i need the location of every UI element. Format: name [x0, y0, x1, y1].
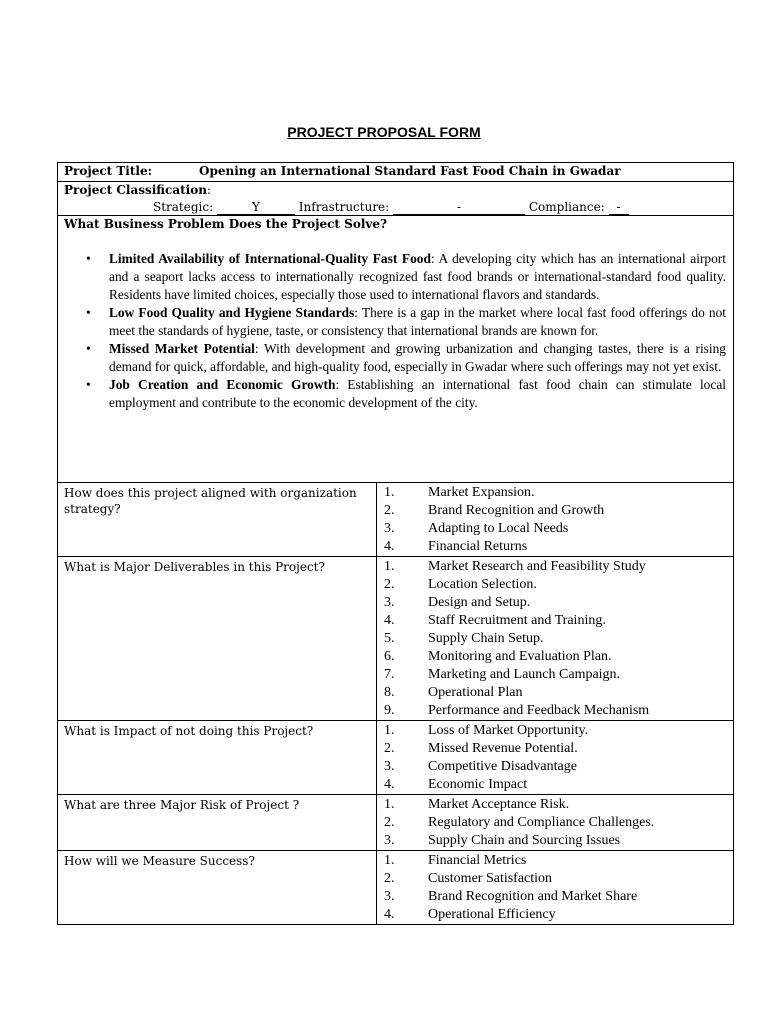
bullet-icon: • — [86, 377, 91, 392]
answer-item — [377, 594, 733, 612]
bullet-icon: • — [86, 251, 91, 266]
form-title — [0, 124, 768, 140]
answer-text: Loss of Market Opportunity. — [428, 723, 589, 738]
answer-text: Financial Metrics — [428, 853, 527, 868]
answer-list — [377, 851, 733, 924]
answer-number: 1. — [384, 485, 395, 500]
answer-number: 1. — [384, 797, 395, 812]
answer-text: Location Selection. — [428, 577, 537, 592]
answer-list — [377, 557, 733, 720]
answer-text: Brand Recognition and Market Share — [428, 889, 638, 904]
answer-item — [377, 520, 733, 538]
classification-label-text: Project Classification — [64, 183, 207, 197]
answer-number: 4. — [384, 613, 395, 628]
question-text: How will we Measure Success? — [58, 851, 377, 924]
answer-item — [377, 832, 733, 850]
question-row — [58, 483, 733, 557]
answer-item — [377, 888, 733, 906]
question-text: What is Impact of not doing this Project? — [58, 721, 377, 794]
question-row — [58, 557, 733, 721]
business-problem-item — [86, 340, 726, 376]
answer-item — [377, 538, 733, 556]
answer-text: Supply Chain and Sourcing Issues — [428, 833, 621, 848]
answer-item — [377, 796, 733, 814]
compliance-value: - — [609, 200, 629, 215]
project-title-label: Project Title: — [64, 164, 153, 178]
answer-text: Staff Recruitment and Training. — [428, 613, 606, 628]
business-problem-item — [86, 376, 726, 412]
answer-list — [377, 483, 733, 556]
answer-number: 3. — [384, 759, 395, 774]
answer-number: 2. — [384, 871, 395, 886]
answer-item — [377, 814, 733, 832]
answer-item — [377, 852, 733, 870]
answer-number: 5. — [384, 631, 395, 646]
strategic-label: Strategic: — [153, 200, 214, 214]
answer-text: Financial Returns — [428, 539, 528, 554]
form-title-text: PROJECT PROPOSAL FORM — [287, 124, 481, 140]
answer-list — [377, 795, 733, 850]
question-text: What are three Major Risk of Project ? — [58, 795, 377, 850]
answer-number: 3. — [384, 595, 395, 610]
business-problem-list — [86, 250, 726, 412]
answer-number: 2. — [384, 741, 395, 756]
answer-number: 4. — [384, 907, 395, 922]
answer-item — [377, 484, 733, 502]
answer-item — [377, 870, 733, 888]
answer-number: 2. — [384, 503, 395, 518]
business-problem-item — [86, 304, 726, 340]
answer-number: 3. — [384, 889, 395, 904]
project-title-value: Opening an International Standard Fast Food Chain in Gwadar — [199, 164, 621, 178]
answer-text: Missed Revenue Potential. — [428, 741, 578, 756]
answer-text: Brand Recognition and Growth — [428, 503, 605, 518]
business-problem-item-text: : With development and growing urbanization and changing tastes, there is a rising demand for quick, affordable, and high-quality food, especially in Gwadar where such offerings may not yet exist. — [109, 341, 726, 374]
answer-item — [377, 648, 733, 666]
answer-text: Market Research and Feasibility Study — [428, 559, 646, 574]
answer-number: 1. — [384, 723, 395, 738]
business-problem-item-heading: Low Food Quality and Hygiene Standards — [109, 305, 355, 320]
answer-number: 9. — [384, 703, 395, 718]
answer-number: 1. — [384, 559, 395, 574]
answer-text: Supply Chain Setup. — [428, 631, 544, 646]
answer-text: Monitoring and Evaluation Plan. — [428, 649, 612, 664]
answer-text: Marketing and Launch Campaign. — [428, 667, 621, 682]
project-classification-label — [64, 182, 211, 199]
bullet-icon: • — [86, 341, 91, 356]
answer-text: Customer Satisfaction — [428, 871, 553, 886]
answer-item — [377, 666, 733, 684]
question-row — [58, 795, 733, 851]
answer-number: 4. — [384, 539, 395, 554]
answer-number: 7. — [384, 667, 395, 682]
classification-fields — [153, 199, 629, 216]
business-problem-row — [58, 216, 733, 483]
business-problem-item-heading: Job Creation and Economic Growth — [109, 377, 336, 392]
answer-number: 4. — [384, 777, 395, 792]
answer-item — [377, 740, 733, 758]
business-problem-item-text: : A developing city which has an international airport and a seaport lacks access to internationally recognized fast food brands or international-standard food quality. Residents have limited choices, especially those used to international flavors and standards. — [109, 251, 726, 302]
question-row — [58, 851, 733, 924]
business-problem-item — [86, 250, 726, 304]
answer-text: Regulatory and Compliance Challenges. — [428, 815, 655, 830]
answer-item — [377, 702, 733, 720]
infrastructure-label: Infrastructure: — [298, 200, 390, 214]
infrastructure-value: - — [393, 200, 525, 215]
project-classification-row — [58, 182, 733, 216]
question-rows — [58, 483, 733, 924]
answer-number: 2. — [384, 577, 395, 592]
answer-item — [377, 758, 733, 776]
answer-item — [377, 502, 733, 520]
answer-list — [377, 721, 733, 794]
strategic-value: Y — [217, 200, 295, 215]
answer-number: 8. — [384, 685, 395, 700]
proposal-form-table — [57, 162, 734, 925]
answer-item — [377, 630, 733, 648]
question-text: What is Major Deliverables in this Project? — [58, 557, 377, 720]
bullet-icon: • — [86, 305, 91, 320]
answer-number: 3. — [384, 833, 395, 848]
business-problem-item-heading: Missed Market Potential — [109, 341, 255, 356]
answer-item — [377, 906, 733, 924]
question-text: How does this project aligned with organization strategy? — [58, 483, 377, 556]
answer-text: Design and Setup. — [428, 595, 531, 610]
answer-text: Adapting to Local Needs — [428, 521, 569, 536]
answer-item — [377, 576, 733, 594]
answer-text: Operational Efficiency — [428, 907, 556, 922]
question-row — [58, 721, 733, 795]
answer-text: Economic Impact — [428, 777, 528, 792]
answer-item — [377, 776, 733, 794]
answer-text: Operational Plan — [428, 685, 523, 700]
business-problem-item-text: : There is a gap in the market where local fast food offerings do not meet the standards of hygiene, taste, or consistency that international brands are known for. — [109, 305, 726, 338]
business-problem-item-heading: Limited Availability of International-Quality Fast Food — [109, 251, 431, 266]
answer-number: 2. — [384, 815, 395, 830]
answer-text: Performance and Feedback Mechanism — [428, 703, 650, 718]
business-problem-question: What Business Problem Does the Project Solve? — [64, 217, 388, 231]
business-problem-item-text: : Establishing an international fast food chain can stimulate local employment and contribute to the economic development of the city. — [109, 377, 726, 410]
compliance-label: Compliance: — [528, 200, 605, 214]
answer-item — [377, 684, 733, 702]
answer-item — [377, 722, 733, 740]
answer-text: Competitive Disadvantage — [428, 759, 577, 774]
answer-text: Market Acceptance Risk. — [428, 797, 570, 812]
project-title-row — [58, 163, 733, 182]
answer-number: 3. — [384, 521, 395, 536]
answer-number: 6. — [384, 649, 395, 664]
answer-item — [377, 612, 733, 630]
answer-item — [377, 558, 733, 576]
answer-text: Market Expansion. — [428, 485, 535, 500]
classification-colon: : — [206, 183, 211, 197]
answer-number: 1. — [384, 853, 395, 868]
